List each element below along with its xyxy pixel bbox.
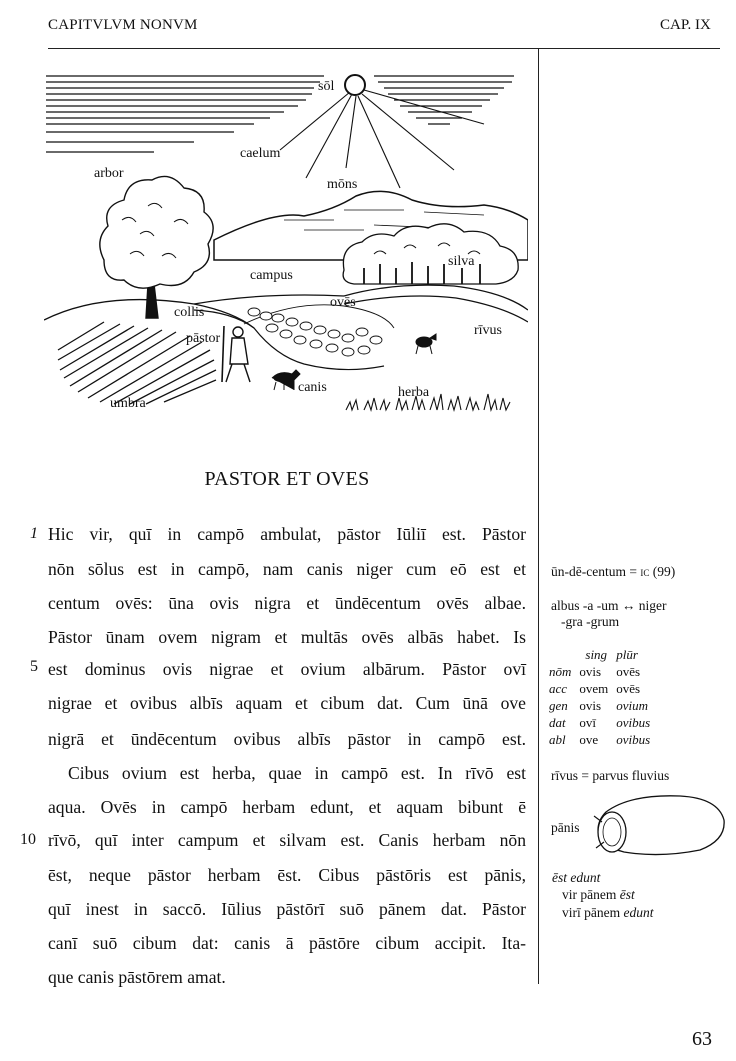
label-oves: ovēs [330, 295, 356, 310]
label-mons: mōns [327, 177, 358, 192]
label-sol: sōl [318, 79, 335, 94]
case-label: acc [549, 681, 568, 696]
body-text-line: Hic vir, quī in campō ambulat, pāstor Iūliī est. Pāstor [48, 524, 526, 544]
label-arbor: arbor [94, 166, 124, 181]
body-text-line: nigrae et ovibus albīs aquam et cibum dat. Cum ūnā ove [48, 693, 526, 713]
header-plural: plūr [616, 647, 638, 662]
black-sheep-figure [416, 334, 436, 354]
header-singular: sing [585, 647, 608, 662]
margin-note-niger-endings: -gra -grum [561, 614, 620, 629]
body-text-line: est dominus ovis nigrae et ovium albārum. Pāstor ovī [48, 659, 526, 679]
case-label: dat [549, 715, 566, 730]
label-umbra: umbra [110, 396, 146, 411]
reading-title: PASTOR ET OVES [204, 468, 370, 490]
singular-form: ovem [579, 681, 609, 696]
margin-note-verb-forms: ēst edunt [552, 870, 601, 885]
plural-form: ovēs [616, 664, 641, 679]
dog-figure [272, 370, 300, 390]
declension-row [549, 731, 658, 748]
margin-note-undecentum: ūn-dē-centum = ic (99) [551, 564, 676, 579]
body-text-line: rīvō, quī inter campum et silvam est. Canis herbam nōn [48, 830, 526, 850]
body-text-line: que canis pāstōrem amat. [48, 967, 226, 987]
declension-row [549, 697, 658, 714]
margin-column-rule [538, 49, 539, 984]
sun-rays [280, 90, 484, 188]
line-number: 5 [30, 658, 38, 675]
running-head-chapter-number: CAP. IX [660, 17, 711, 33]
case-label: gen [549, 698, 568, 713]
body-text-line: quī inest in saccō. Iūlius pāstōrī suō pānem dat. Pāstor [48, 899, 526, 919]
margin-example-singular: vir pānem ēst [562, 887, 635, 902]
singular-form: ovī [579, 715, 597, 730]
label-herba: herba [398, 385, 430, 400]
sky-hatching [46, 76, 514, 152]
running-head-chapter-title: CAPITVLVM NONVM [48, 17, 198, 33]
body-text-line: nigrā et ūndēcentum ovibus albīs pāstor in campō est. [48, 729, 526, 749]
body-text-line: ēst, neque pāstor herbam ēst. Cibus pāstōris est pānis, [48, 865, 526, 885]
body-text-line: aqua. Ovēs in campō herbam edunt, et aquam bibunt ē [48, 797, 526, 817]
page-number: 63 [692, 1028, 712, 1050]
flock-of-sheep [248, 308, 382, 356]
label-pastor: pāstor [186, 331, 221, 346]
plural-form: ovibus [616, 732, 651, 747]
label-silva: silva [448, 254, 475, 269]
label-collis: collis [174, 305, 205, 320]
singular-form: ovis [579, 698, 602, 713]
singular-form: ovis [579, 664, 602, 679]
river [344, 285, 528, 322]
line-number: 10 [20, 831, 36, 848]
body-text-line: Pāstor ūnam ovem nigram et multās ovēs albās habet. Is [48, 627, 526, 647]
header-rule [48, 48, 720, 49]
declension-header-row [549, 646, 658, 663]
shepherd-figure [222, 326, 250, 382]
body-text-line: centum ovēs: ūna ovis nigra et ūndēcentum ovēs albae. [48, 593, 526, 613]
margin-note-panis: pānis [551, 820, 580, 835]
line-number: 1 [30, 525, 38, 542]
pastoral-landscape-illustration [44, 60, 528, 420]
declension-row [549, 680, 658, 697]
case-label: abl [549, 732, 566, 747]
declension-row [549, 714, 658, 731]
label-caelum: caelum [240, 146, 281, 161]
sun-icon [345, 75, 365, 95]
plural-form: ovibus [616, 715, 651, 730]
singular-form: ove [579, 732, 599, 747]
body-text-line: canī suō cibum dat: canis ā pāstōre cibum accipit. Ita- [48, 933, 526, 953]
plural-form: ovium [616, 698, 649, 713]
case-label: nōm [549, 664, 572, 679]
plural-form: ovēs [616, 681, 641, 696]
margin-note-albus: albus -a -um ↔ niger [551, 598, 667, 613]
label-rivus: rīvus [474, 323, 502, 338]
margin-example-plural: virī pānem edunt [562, 905, 654, 920]
label-canis: canis [298, 380, 327, 395]
tree [100, 176, 213, 318]
body-text-line: Cibus ovium est herba, quae in campō est. In rīvō est [68, 763, 526, 783]
margin-note-rivus: rīvus = parvus fluvius [551, 768, 670, 783]
declension-row [549, 663, 658, 680]
bread-loaf-illustration [590, 792, 730, 858]
body-text-line: nōn sōlus est in campō, nam canis niger cum eō est et [48, 559, 526, 579]
declension-table [549, 646, 658, 748]
label-campus: campus [250, 268, 293, 283]
